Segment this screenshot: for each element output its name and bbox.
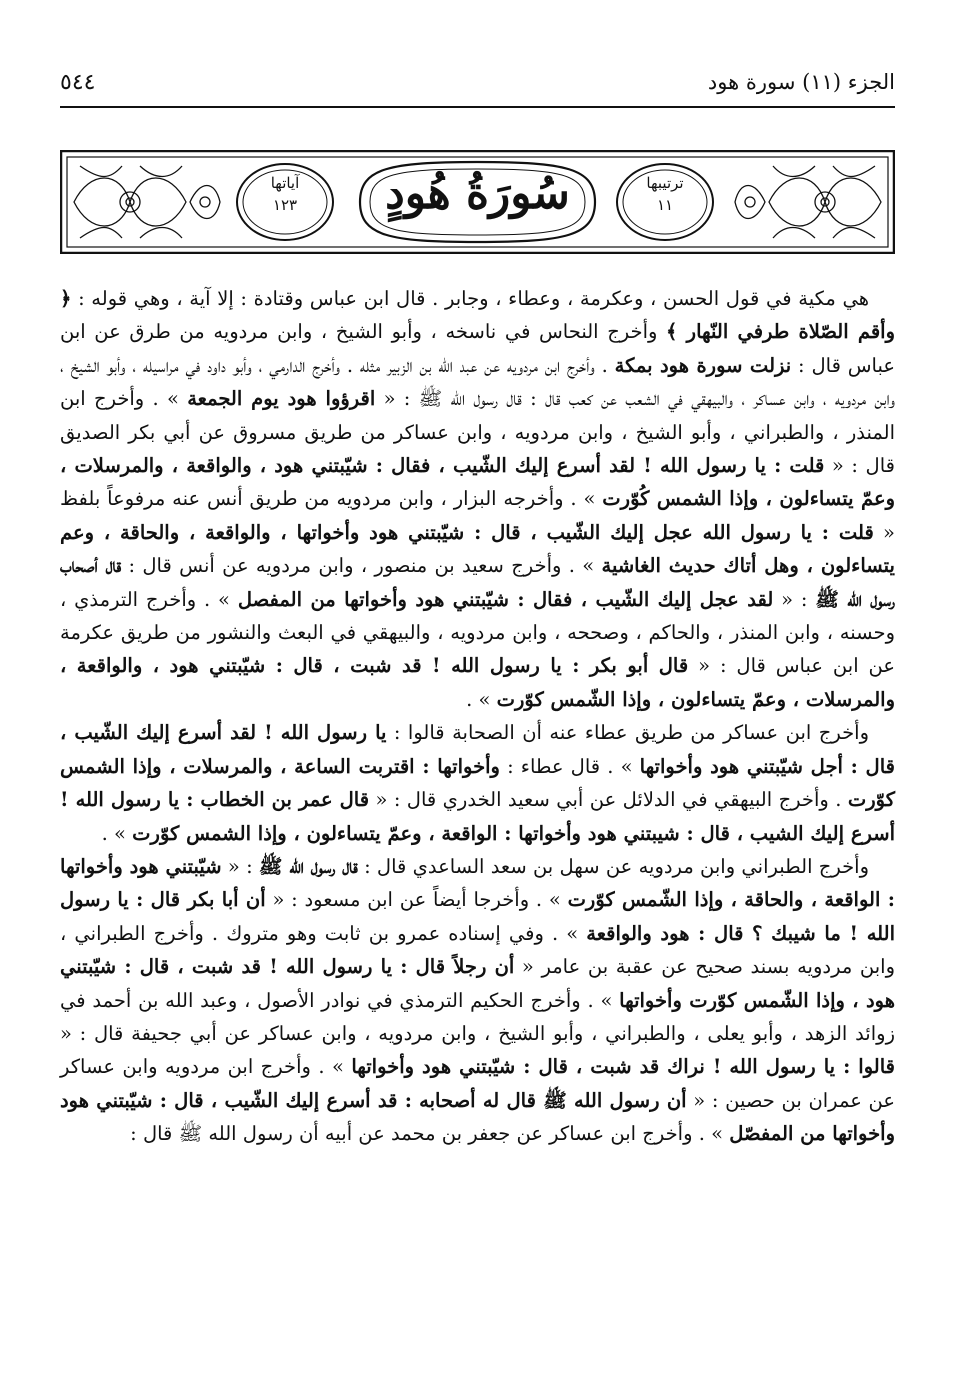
page-number: ٥٤٤ [60,70,96,95]
bold-text-run: قلت : يا رسول الله ! لقد أسرع إليك الشّيب ، فقال : شيّبتني هود ، والواقعة ، والمرسلات ، وعمّ يتساءلون ، وإذا الشمس كُوّرت [60,454,895,511]
paragraph [60,716,895,850]
text-run: . وأخرج ابن مردويه عن عبد الله بن الزبير مثله . وأخرج الدارمي ، وأبو داود في مراسيله ، وأبو الشيخ ، وابن مردويه ، وابن عساكر ، والبيهقي في الشعب عن كعب قال : قال رسول الله ﷺ : « [60,353,895,411]
text-run: » . وأخرجا أيضاً عن ابن مسعود : « [265,888,568,912]
running-head-title: الجزء (١١) سورة هود [707,70,895,94]
text-run: . وأخرج البيهقي في الدلائل عن أبي سعيد الخدري قال : « [369,788,848,812]
bold-text-run: شيّبتني هود وأخواتها : الواقعة ، والحاقة ، وإذا الشّمس كوّرت [60,854,895,912]
paragraph [60,282,895,716]
surah-order-label: ترتيبها [646,174,684,192]
bold-text-run: قال أبو بكر : يا رسول الله ! قد شبت ، قال : شيّبتني هود ، والواقعة ، والمرسلات ، وعمّ يتساءلون ، وإذا الشّمس كوّرت [60,654,895,711]
text-run: » . وفي إسناده عمرو بن ثابت وهو متروك . وأخرج الطبراني ، وابن مردويه بسند صحيح عن عقبة بن عامر « [60,921,895,979]
text-run: وأخرج الطبراني وابن مردويه عن سهل بن سعد الساعدي قال : [357,854,869,878]
text-run: » . وأخرج الترمذي ، وحسنه ، وابن المنذر ، والحاكم ، وصححه ، وابن مردويه ، والبيهقي في البعث والنشور من طريق عكرمة عن ابن عباس قال : « [60,587,896,678]
bold-text-run: وأخواتها : اقتربت الساعة ، والمرسلات ، وإذا الشمس كوّرت [60,754,895,812]
text-run: وأخرج النحاس في ناسخه ، وأبو الشيخ ، وابن مردويه من طرق عن ابن عباس قال : [60,320,895,377]
text-run: : « [221,854,259,878]
text-run: » . وأخرج ابن عساكر عن جعفر بن محمد عن أبيه أن رسول الله ﷺ قال : [130,1122,730,1146]
surah-verses-medallion [240,172,330,216]
text-run: » . [101,821,133,845]
page [60,62,895,1352]
surah-verses-label: آياتها [270,174,300,192]
bold-text-run: نزلت سورة هود بمكة [614,353,792,377]
surah-banner [60,150,895,254]
bold-text-run: قالوا : يا رسول الله ! نراك قد شبت ، قال : شيّبتني هود وأخواتها [351,1055,895,1079]
text-run: » . وأخرج ابن مردويه وابن عساكر عن عمران بن حصين : « [60,1055,896,1112]
surah-order-value: ١١ [656,196,674,214]
bold-text-run: قلت : يا رسول الله عجل إليك الشّيب ، قال : شيّبتني هود وأخواتها ، والواقعة ، والحاقة ، وعم يتساءلون ، وهل أتاك حديث الغاشية [60,520,895,578]
bold-text-run: ﴿ وأقم الصّلاة طرفي النّهار ﴾ [60,287,895,344]
bold-text-run: أن رجلاً قال : يا رسول الله ! قد شبت ، قال : شيّبتني هود ، وإذا الشّمس كوّرت وأخواتها [60,955,895,1012]
text-run: » . قال عطاء : [499,754,640,778]
text-run: : « [773,587,816,611]
bold-text-run: اقرؤوا هود يوم الجمعة [187,387,376,411]
bold-text-run: أن أبا بكر قال : يا رسول الله ! ما شيبك ؟ قال : هود والواقعة [60,888,895,945]
text-run: » . وأخرج ابن المنذر ، والطبراني ، وأبو الشيخ ، وابن مردويه ، وابن عساكر من طريق مسروق عن أبي بكر الصديق قال : « [60,387,895,478]
bold-text-run: أن رسول الله ﷺ قال له أصحابه : قد أسرع إليك الشّيب ، قال : شيّبتني هود وأخواتها من المفصّل [60,1088,895,1146]
body-text [60,282,895,1151]
bold-text-run: قال رسول الله ﷺ [258,854,358,878]
paragraph [60,850,895,1151]
surah-verses-value: ١٢٣ [272,196,298,214]
text-run: » . وأخرج سعيد بن منصور ، وابن مردويه عن أنس قال : [121,554,602,578]
bold-text-run: قال عمر بن الخطاب : يا رسول الله ! أسرع إليك الشيب ، قال : شيبتني هود وأخواتها : الواقعة ، وعمّ يتساءلون ، وإذا الشمس كوّرت [60,788,895,845]
running-head [60,62,895,108]
bold-text-run: يا رسول الله ! لقد أسرع إليك الشّيب ، قال : أجل شيّبتني هود وأخواتها [60,721,895,778]
text-run: » . وأخرج الحكيم الترمذي في نوادر الأصول ، وعبد الله بن أحمد في زوائد الزهد ، وأبو يعلى ، والطبراني ، وأبو الشيخ ، وابن مردويه ، وابن عساكر عن أبي جحيفة قال : « [60,988,895,1045]
text-run: وأخرج ابن عساكر من طريق عطاء عنه أن الصحابة قالوا : [386,721,869,745]
text-run: » . [466,687,497,711]
bold-text-run: قال أصحاب رسول الله ﷺ [60,554,895,611]
text-run: » . وأخرجه البزار ، وابن مردويه من طريق أنس عنه مرفوعاً بلفظ « [60,487,895,544]
text-run: هي مكية في قول الحسن ، وعكرمة ، وعطاء ، وجابر . قال ابن عباس وقتادة : إلا آية ، وهي قوله : [71,287,869,310]
surah-order-medallion [620,172,710,216]
bold-text-run: لقد عجل إليك الشّيب ، فقال : شيّبتني هود وأخواتها من المفصل [237,587,774,611]
surah-name: سُورَةُ هُودٍ [385,168,570,219]
